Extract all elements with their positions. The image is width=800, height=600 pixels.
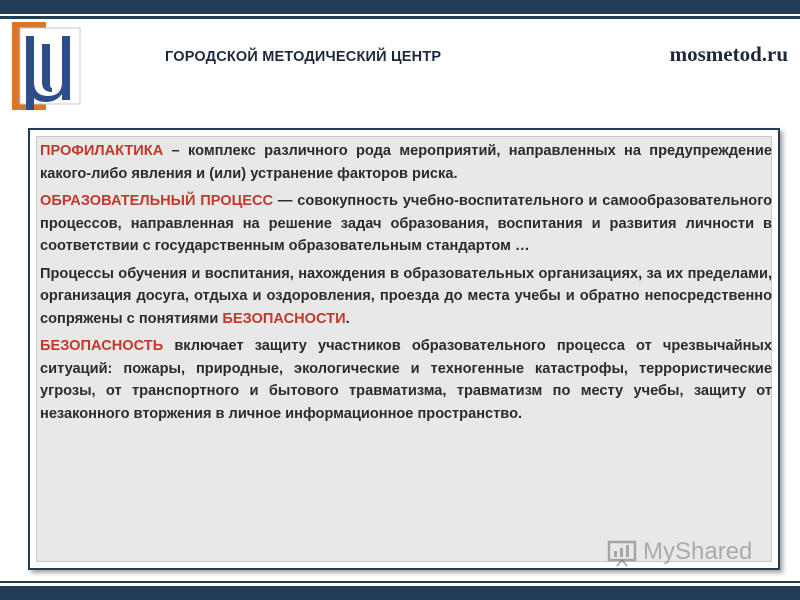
- content-frame: [28, 128, 780, 570]
- paragraph-prophylaxis: [40, 140, 772, 185]
- top-bar: [0, 0, 800, 14]
- definition-prophylaxis: – комплекс различного рода мероприятий, направленных на предупреждение какого-либо явления и (или) устранение факторов риска.: [40, 143, 772, 182]
- term-safety: БЕЗОПАСНОСТЬ: [40, 338, 164, 354]
- mu-logo-icon: [12, 22, 94, 110]
- processes-text: Процессы обучения и воспитания, нахождения в образовательных организациях, за их пределами, организация досуга, отдыха и оздоровления, проезда до места учебы и обратно непосредственно сопряжены с понятиями: [40, 265, 772, 327]
- paragraph-safety: [40, 335, 772, 425]
- content-panel: [36, 136, 772, 562]
- watermark: [607, 537, 767, 569]
- site-url[interactable]: mosmetod.ru: [669, 42, 788, 66]
- term-safety-genitive: БЕЗОПАСНОСТИ: [222, 310, 346, 327]
- term-prophylaxis: ПРОФИЛАКТИКА: [40, 143, 164, 159]
- presentation-board-icon: [607, 539, 637, 567]
- definitions-text: [40, 140, 772, 430]
- paragraph-educational-process: [40, 190, 772, 258]
- definition-educational-process: — совокупность учебно-воспитательного и самообразовательного процессов, направленная на решение задач образования, воспитания и развития личности в соответствии с государственным образовательным стандартом …: [40, 193, 772, 254]
- processes-end: .: [345, 310, 350, 327]
- bottom-bar: [0, 586, 800, 600]
- paragraph-processes: [40, 263, 772, 331]
- top-bar-line: [0, 16, 800, 19]
- bottom-bar-line: [0, 581, 800, 583]
- watermark-text: MyShared: [643, 538, 753, 565]
- definition-safety: включает защиту участников образовательного процесса от чрезвычайных ситуаций: пожары, природные, экологические и техногенные катастрофы, террористические угрозы, от транспортного и бытового травматизма, травматизм по месту учебы, защиту от незаконного вторжения в личное информационное пространство.: [40, 338, 772, 422]
- term-educational-process: ОБРАЗОВАТЕЛЬНЫЙ ПРОЦЕСС: [40, 193, 274, 209]
- header-title: ГОРОДСКОЙ МЕТОДИЧЕСКИЙ ЦЕНТР: [165, 49, 442, 65]
